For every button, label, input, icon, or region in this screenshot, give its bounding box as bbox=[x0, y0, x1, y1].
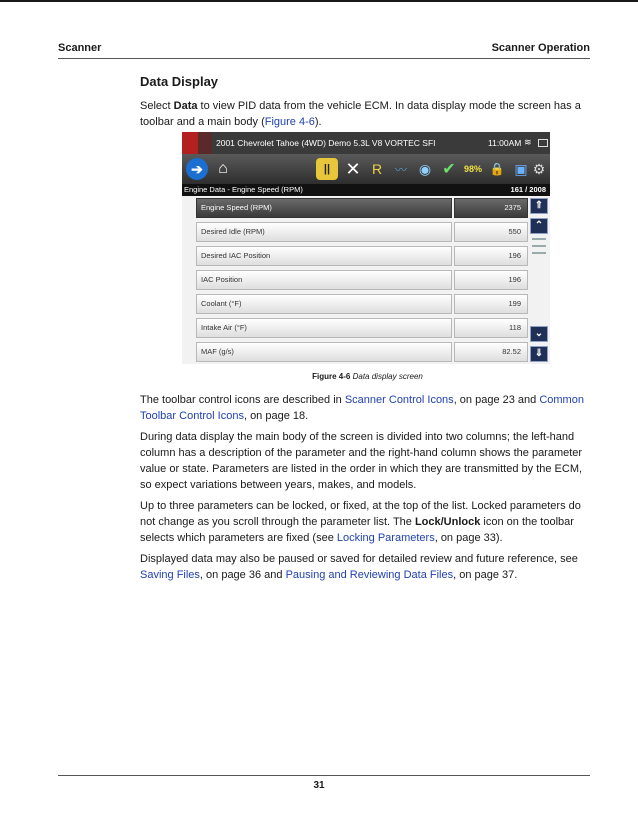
text: , on page 23 and bbox=[453, 394, 540, 406]
text: , on page 37. bbox=[453, 569, 518, 581]
header-chapter: Scanner bbox=[58, 42, 102, 54]
figure-caption bbox=[140, 372, 595, 381]
footer-rule bbox=[58, 775, 590, 776]
link-saving-files[interactable]: Saving Files bbox=[140, 569, 200, 581]
text: , on page 33). bbox=[434, 532, 503, 544]
link-locking-parameters[interactable]: Locking Parameters bbox=[336, 532, 435, 544]
pid-name: Coolant (°F) bbox=[196, 294, 452, 314]
paragraph-columns: During data display the main body of the screen is divided into two columns; the left-hand column has a description of the parameter and the right-hand column shows the parameter value or state. Parameters are listed in the order in which they are transmitted by the ECM, so expect variations between years, makes, and models. bbox=[140, 431, 583, 491]
body-text bbox=[140, 392, 595, 588]
close-icon[interactable]: ✕ bbox=[345, 158, 361, 179]
intro-bold: Data bbox=[173, 100, 198, 112]
breadcrumb: Engine Data - Engine Speed (RPM) bbox=[184, 185, 303, 194]
section-title: Data Display bbox=[140, 74, 219, 89]
intro-text: Select bbox=[140, 100, 174, 112]
pid-row[interactable] bbox=[196, 220, 528, 244]
home-icon[interactable]: ⌂ bbox=[218, 160, 228, 177]
intro-text-3: ). bbox=[314, 116, 322, 128]
pid-row[interactable] bbox=[196, 268, 528, 292]
pid-name: IAC Position bbox=[196, 270, 452, 290]
device-screenshot bbox=[182, 132, 550, 364]
intro-paragraph bbox=[140, 98, 595, 130]
pid-value: 196 bbox=[454, 246, 528, 266]
scroll-bottom-icon[interactable]: ⇓ bbox=[530, 346, 548, 362]
gear-icon[interactable]: ⚙ bbox=[532, 160, 546, 177]
pid-row[interactable] bbox=[196, 244, 528, 268]
pid-list bbox=[196, 196, 528, 364]
text: The toolbar control icons are described in bbox=[140, 394, 345, 406]
wifi-icon: ≋ bbox=[524, 137, 532, 147]
pid-value: 196 bbox=[454, 270, 528, 290]
text: Displayed data may also be paused or saved for detailed review and future reference, see bbox=[140, 553, 578, 565]
text: Up to three parameters can be locked, or fixed, at the top of the list. Locked parameters do not change as you scroll through the parameter list. The bbox=[140, 500, 581, 528]
device-toolbar bbox=[182, 154, 550, 184]
figure-number: Figure 4-6 bbox=[312, 372, 351, 381]
pid-row[interactable] bbox=[196, 196, 528, 220]
device-body bbox=[182, 196, 550, 364]
paragraph-locking bbox=[140, 498, 595, 546]
pid-row[interactable] bbox=[196, 316, 528, 340]
pause-icon[interactable]: || bbox=[316, 158, 338, 180]
brand-logo-secondary bbox=[198, 132, 212, 154]
pid-name: MAF (g/s) bbox=[196, 342, 452, 362]
pid-value: 118 bbox=[454, 318, 528, 338]
check-icon[interactable]: ✔ bbox=[442, 161, 456, 178]
pid-value: 199 bbox=[454, 294, 528, 314]
text: icon on the toolbar selects which parameters are fixed (see bbox=[140, 516, 574, 544]
top-rule bbox=[0, 0, 638, 2]
text: , on page 36 and bbox=[199, 569, 286, 581]
pid-name: Engine Speed (RPM) bbox=[196, 198, 452, 218]
pid-value: 550 bbox=[454, 222, 528, 242]
device-subbar bbox=[182, 184, 550, 196]
pid-count: 161 / 2008 bbox=[510, 185, 546, 194]
page-number: 31 bbox=[313, 780, 325, 791]
link-scanner-control-icons[interactable]: Scanner Control Icons bbox=[344, 394, 454, 406]
figure-caption-text: Data display screen bbox=[352, 372, 423, 381]
header-section: Scanner Operation bbox=[491, 42, 590, 54]
link-common-toolbar-icons[interactable]: Common Toolbar Control Icons bbox=[140, 394, 584, 422]
pid-name: Intake Air (°F) bbox=[196, 318, 452, 338]
header-rule bbox=[58, 58, 590, 59]
graph-icon[interactable]: 〰 bbox=[394, 162, 407, 177]
lock-icon[interactable]: 🔒 bbox=[489, 162, 505, 176]
pid-value: 82.52 bbox=[454, 342, 528, 362]
lock-unlock-label: Lock/Unlock bbox=[414, 516, 481, 528]
paragraph-toolbar-icons bbox=[140, 392, 595, 424]
pid-row[interactable] bbox=[196, 292, 528, 316]
scroll-top-icon[interactable]: ⇑ bbox=[530, 198, 548, 214]
pid-name: Desired IAC Position bbox=[196, 246, 452, 266]
pid-value: 2375 bbox=[454, 198, 528, 218]
scroll-down-icon[interactable]: ⌄ bbox=[530, 326, 548, 342]
back-icon[interactable]: ➔ bbox=[186, 158, 208, 180]
record-icon[interactable]: R bbox=[371, 161, 383, 177]
figure-link[interactable]: Figure 4-6 bbox=[264, 116, 315, 128]
intro-text-2: to view PID data from the vehicle ECM. In data display mode the screen has a toolbar and a main body ( bbox=[140, 100, 581, 128]
percent-icon[interactable]: 98% bbox=[463, 164, 482, 174]
battery-icon bbox=[538, 139, 548, 147]
brand-logo bbox=[182, 132, 198, 154]
pid-row[interactable] bbox=[196, 340, 528, 364]
intro-block bbox=[140, 74, 595, 135]
scroll-thumb[interactable] bbox=[532, 238, 546, 254]
clock: 11:00AM bbox=[488, 138, 522, 148]
globe-icon[interactable]: ◉ bbox=[418, 160, 432, 177]
paragraph-saving bbox=[140, 551, 595, 583]
device-title-bar bbox=[182, 132, 550, 154]
vehicle-id: 2001 Chevrolet Tahoe (4WD) Demo 5.3L V8 VORTEC SFI bbox=[216, 138, 436, 148]
text: , on page 18. bbox=[243, 410, 309, 422]
save-icon[interactable]: ▣ bbox=[514, 160, 528, 177]
pid-name: Desired Idle (RPM) bbox=[196, 222, 452, 242]
scroll-up-icon[interactable]: ⌃ bbox=[530, 218, 548, 234]
link-pausing-reviewing[interactable]: Pausing and Reviewing Data Files bbox=[285, 569, 454, 581]
